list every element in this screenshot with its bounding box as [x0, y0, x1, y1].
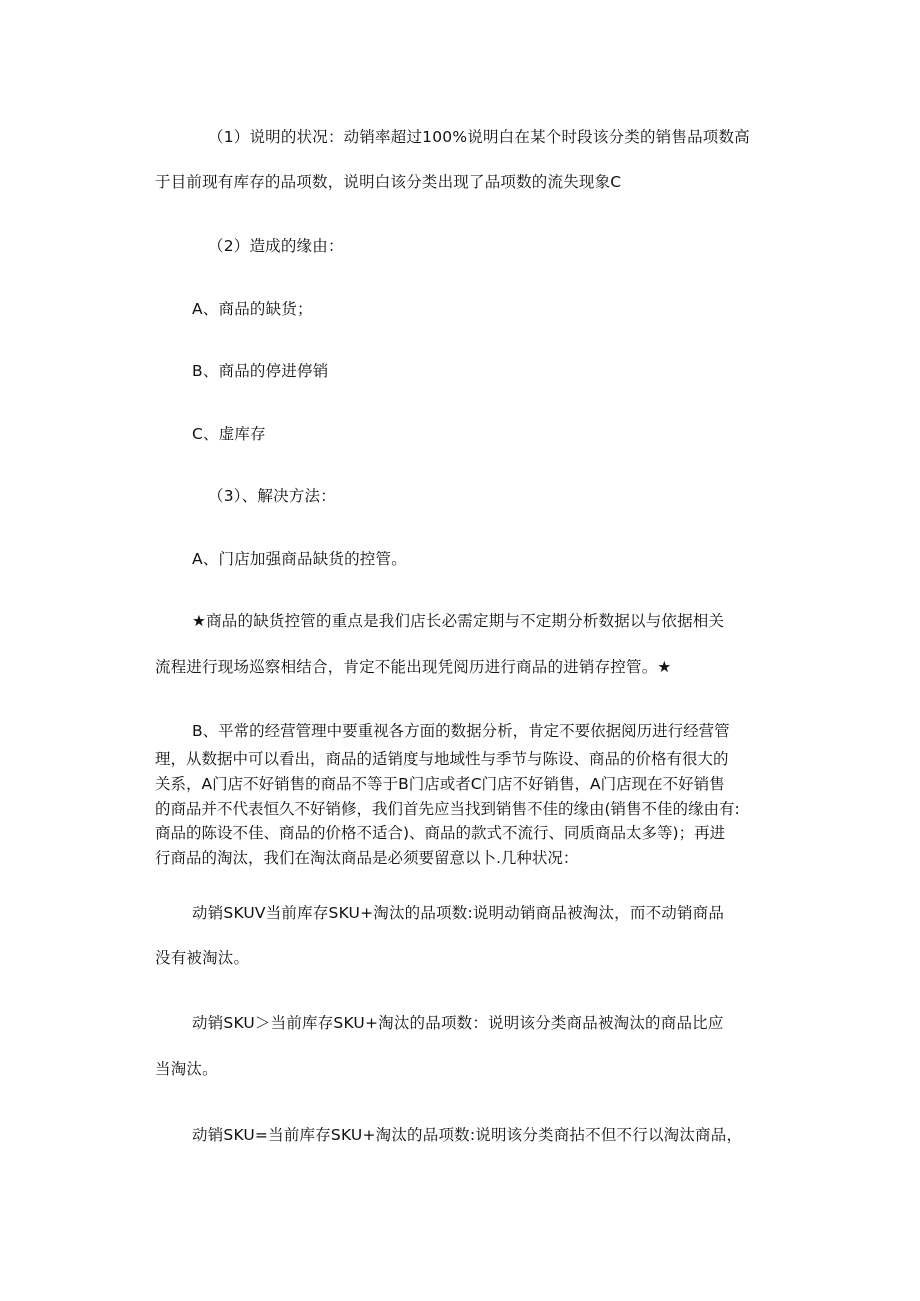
paragraph-b-line-1: B、平常的经营管理中要重视各方面的数据分析，肯定不要依据阅历进行经营管: [192, 722, 730, 740]
solution-a: A、门店加强商品缺货的控管。: [192, 550, 407, 568]
case-3-line-1: 动销SKU=当前库存SKU+淘汰的品项数:说明该分类商拈不但不行以淘汰商品，: [192, 1126, 743, 1144]
cause-b: B、商品的停进停销: [192, 362, 329, 380]
case-2-line-2: 当淘汰。: [155, 1060, 218, 1078]
case-1-line-1: 动销SKUV当前库存SKU+淘汰的品项数:说明动销商品被淘汰，而不动销商品: [192, 904, 725, 922]
cause-c: C、虚库存: [192, 425, 266, 443]
paragraph-1-line-2: 于目前现有库存的品项数，说明白该分类出现了品项数的流失现象C: [155, 173, 622, 191]
paragraph-b-line-2: 理，从数据中可以看出，商品的适销度与地域性与季节与陈设、商品的价格有很大的: [155, 750, 729, 768]
paragraph-b-line-3: 关系，A门店不好销售的商品不等于B门店或者C门店不好销售，A门店现在不好销售: [155, 775, 725, 793]
paragraph-1-line-1: （1）说明的状况：动销率超过100%说明白在某个时段该分类的销售品项数高: [208, 128, 750, 146]
case-1-line-2: 没有被淘汰。: [155, 949, 250, 967]
case-2-line-1: 动销SKU＞当前库存SKU+淘汰的品项数：说明该分类商品被淘汰的商品比应: [192, 1014, 724, 1032]
paragraph-b-line-4: 的商品并不代表恒久不好销修，我们首先应当找到销售不佳的缘由(销售不佳的缘由有:: [155, 800, 740, 818]
paragraph-b-line-6: 行商品的淘汰，我们在淘汰商品是必须要留意以卜.几种状况：: [155, 849, 579, 867]
highlight-line-2: 流程进行现场巡察相结合，肯定不能出现凭阅历进行商品的进销存控管。★: [155, 658, 672, 676]
highlight-line-1: ★商品的缺货控管的重点是我们店长必需定期与不定期分析数据以与依据相关: [192, 612, 725, 630]
heading-solutions: （3）、解决方法：: [208, 487, 336, 505]
cause-a: A、商品的缺货；: [192, 300, 313, 318]
heading-causes: （2）造成的缘由：: [208, 237, 344, 255]
paragraph-b-line-5: 商品的陈设不佳、商品的价格不适合)、商品的款式不流行、同质商品太多等)；再进: [155, 824, 726, 842]
